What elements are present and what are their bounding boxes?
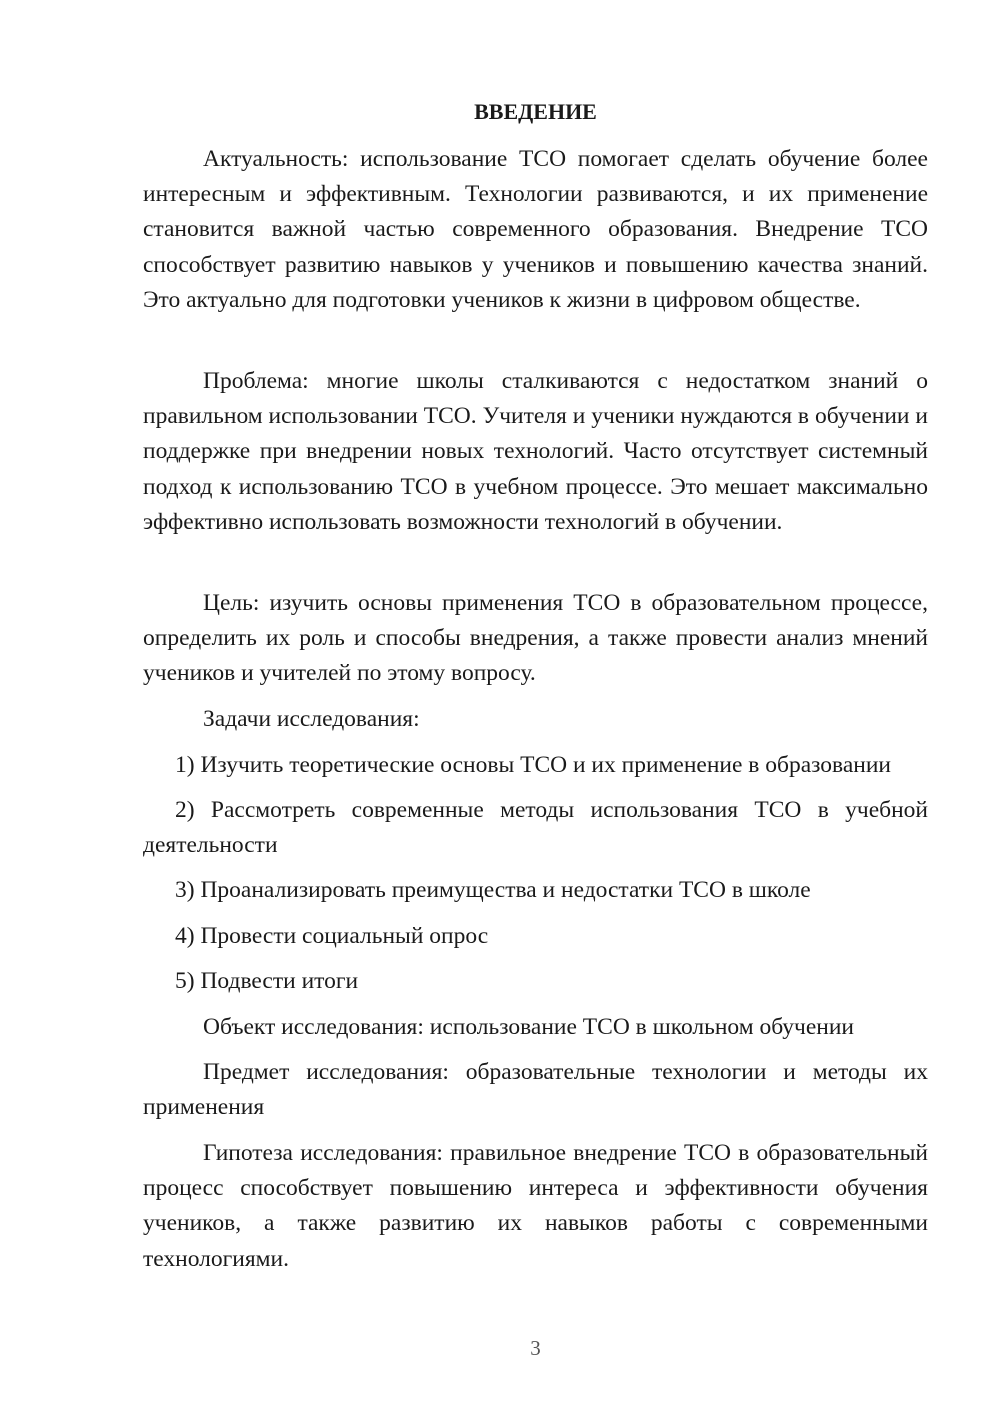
task-item-1: 1) Изучить теоретические основы ТСО и их применение в образовании — [175, 752, 892, 778]
page-number: 3 — [530, 1336, 541, 1360]
paragraph-relevance: Актуальность: использование ТСО помогает сделать обучение более интересным и эффективным. Технологии развиваются, и их применение становится важной частью современного образования. Внедрение ТСО способствует развитию навыков у учеников и повышению качества знаний. Это актуально для подготовки учеников к жизни в цифровом обществе. — [143, 146, 928, 313]
task-item-4: 4) Провести социальный опрос — [175, 923, 489, 949]
paragraph-subject: Предмет исследования: образовательные технологии и методы их применения — [143, 1059, 928, 1121]
task-item-3: 3) Проанализировать преимущества и недостатки ТСО в школе — [175, 877, 811, 903]
paragraph-problem: Проблема: многие школы сталкиваются с недостатком знаний о правильном использовании ТСО. Учителя и ученики нуждаются в обучении и поддержке при внедрении новых технологий. Часто отсутствует системный подход к использованию ТСО в учебном процессе. Это мешает максимально эффективно использовать возможности технологий в обучении. — [143, 368, 928, 535]
tasks-heading: Задачи исследования: — [203, 706, 420, 732]
paragraph-hypothesis: Гипотеза исследования: правильное внедрение ТСО в образовательный процесс способствует повышению интереса и эффективности обучения учеников, а также развитию их навыков работы с современными технологиями. — [143, 1140, 928, 1272]
task-item-5: 5) Подвести итоги — [175, 968, 359, 994]
task-item-2: 2) Рассмотреть современные методы использования ТСО в учебной деятельности — [143, 797, 928, 859]
paragraph-goal: Цель: изучить основы применения ТСО в образовательном процессе, определить их роль и способы внедрения, а также провести анализ мнений учеников и учителей по этому вопросу. — [143, 590, 928, 687]
paragraph-object: Объект исследования: использование ТСО в школьном обучении — [203, 1014, 855, 1040]
section-title: ВВЕДЕНИЕ — [474, 99, 597, 124]
